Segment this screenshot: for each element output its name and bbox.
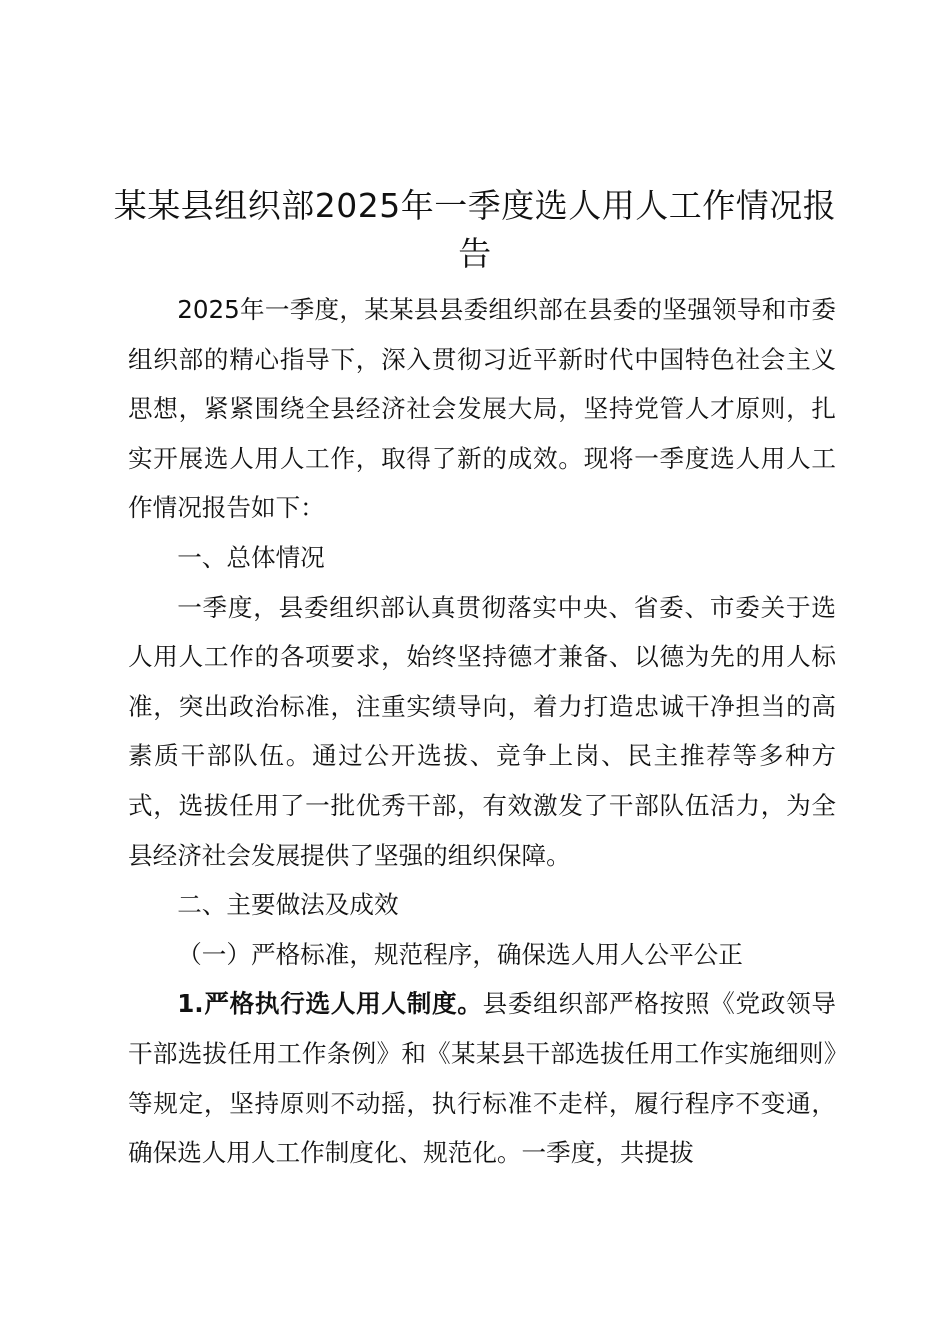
- overview-paragraph: 一季度，县委组织部认真贯彻落实中央、省委、市委关于选人用人工作的各项要求，始终坚持德才兼备、以德为先的用人标准，突出政治标准，注重实绩导向，着力打造忠诚干净担当的高素质干部队伍。通过公开选拔、竞争上岗、民主推荐等多种方式，选拔任用了一批优秀干部，有效激发了干部队伍活力，为全县经济社会发展提供了坚强的组织保障。: [128, 592, 836, 870]
- subsection-heading-standards: （一）严格标准，规范程序，确保选人用人公平公正: [177, 939, 743, 969]
- section-heading-practices: 二、主要做法及成效: [177, 890, 399, 920]
- item-1-title: 1.严格执行选人用人制度。: [177, 989, 483, 1019]
- intro-paragraph: 2025年一季度，某某县县委组织部在县委的坚强领导和市委组织部的精心指导下，深入贯彻习近平新时代中国特色社会主义思想，紧紧围绕全县经济社会发展大局，坚持党管人才原则，扎实开展选人用人工作，取得了新的成效。现将一季度选人用人工作情况报告如下：: [128, 295, 836, 523]
- item-1-body: 县委组织部严格按照《党政领导干部选拔任用工作条例》和《某某县干部选拔任用工作实施细则》等规定，坚持原则不动摇，执行标准不走样，履行程序不变通，确保选人用人工作制度化、规范化。一季度，共提拔: [128, 989, 836, 1168]
- document-body: [128, 285, 836, 1178]
- item-1-paragraph: [128, 979, 836, 1177]
- section-heading-overview: 一、总体情况: [177, 542, 325, 572]
- document-title: 某某县组织部2025年一季度选人用人工作情况报告: [113, 186, 837, 273]
